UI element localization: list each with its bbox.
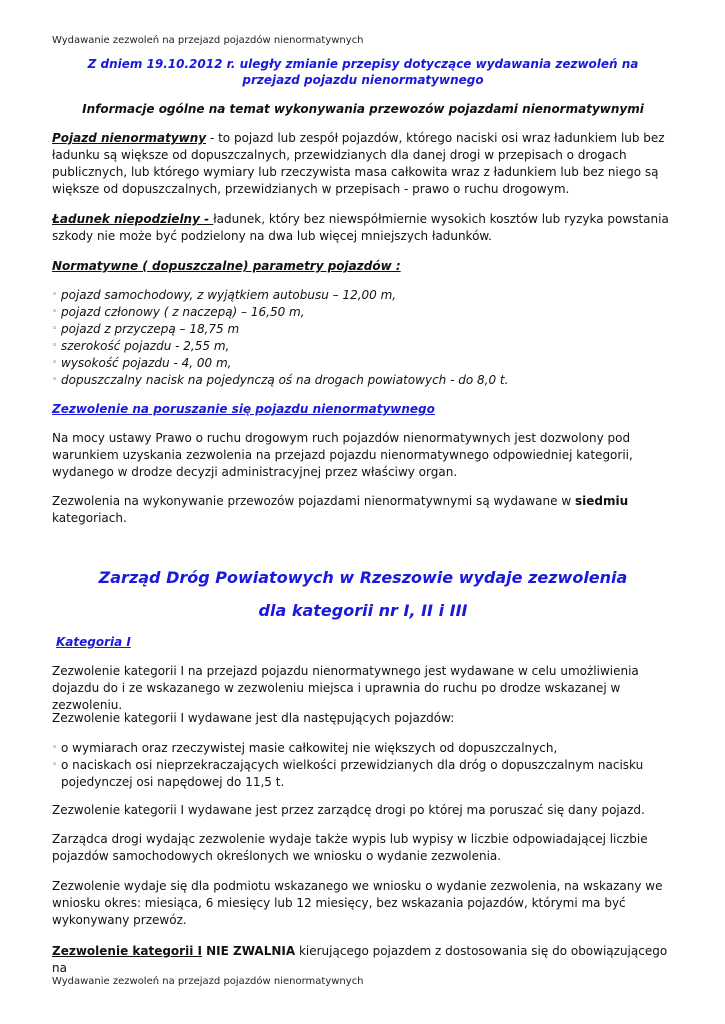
- page-header: Wydawanie zezwoleń na przejazd pojazdów nienormatywnych: [52, 35, 364, 46]
- params-list: [52, 287, 674, 389]
- seven-emphasis: siedmiu: [574, 494, 629, 508]
- list-item: ◦ szerokość pojazdu - 2,55 m,: [52, 339, 230, 353]
- list-item: ◦ wysokość pojazdu - 4, 00 m,: [52, 356, 232, 370]
- definition-load: [52, 211, 674, 245]
- bullet-icon: ◦: [52, 307, 58, 317]
- definition-load-text: ładunek, który bez niewspółmiernie wysokich kosztów lub ryzyka powstania szkody nie może być podzielony na dwa lub więcej mniejszych ładunków.: [52, 212, 669, 243]
- notice-heading: [52, 56, 674, 88]
- category-1-emphasis: Zezwolenie kategorii I: [52, 944, 202, 958]
- bullet-icon: ◦: [52, 743, 58, 753]
- category-1-paragraph-1: Zezwolenie kategorii I na przejazd pojazdu nienormatywnego jest wydawane w celu umożliwienia dojazdu do i ze wskazanego w zezwoleniu miejsca i uprawnia do ruchu po drodze wskazanej w zezwoleniu.: [52, 664, 639, 712]
- permit-paragraph-2: Zezwolenia na wykonywanie przewozów pojazdami nienormatywnymi są wydawane w siedmiu kategoriach.: [52, 494, 629, 525]
- general-info-heading: Informacje ogólne na temat wykonywania przewozów pojazdami nienormatywnymi: [82, 102, 644, 116]
- bullet-icon: ◦: [52, 358, 58, 368]
- bullet-icon: ◦: [52, 341, 58, 351]
- list-item: ◦ o naciskach osi nieprzekraczających wielkości przewidzianych dla dróg o dopuszczalnym nacisku pojedynczej osi napędowej do 11,5 t.: [52, 758, 644, 789]
- list-item: ◦ o wymiarach oraz rzeczywistej masie całkowitej nie większych od dopuszczalnych,: [52, 741, 558, 755]
- category-1-paragraph-6: Zezwolenie kategorii I NIE ZWALNIA kierującego pojazdem z dostosowania się do obowiązującego na: [52, 944, 668, 975]
- permit-paragraph-1: Na mocy ustawy Prawo o ruchu drogowym ruch pojazdów nienormatywnych jest dozwolony pod warunkiem uzyskania zezwolenia na przejazd pojazdu nienormatywnego odpowiedniej kategorii, wydanego w drodze decyzji administracyjnej przez właściwy organ.: [52, 431, 633, 479]
- list-item: ◦ pojazd z przyczepą – 18,75 m: [52, 322, 240, 336]
- zdp-heading-line-2: dla kategorii nr I, II i III: [258, 601, 468, 620]
- notice-line-2: przejazd pojazdu nienormatywnego: [242, 73, 484, 87]
- page-footer: Wydawanie zezwoleń na przejazd pojazdów nienormatywnych: [52, 976, 364, 987]
- category-1-paragraph-2: Zezwolenie kategorii I wydawane jest dla następujących pojazdów:: [52, 711, 455, 725]
- bullet-icon: ◦: [52, 375, 58, 385]
- definition-vehicle: [52, 130, 674, 198]
- category-1-paragraph-5: Zezwolenie wydaje się dla podmiotu wskazanego we wniosku o wydanie zezwolenia, na wskazany we wniosku okres: miesiąca, 6 miesięcy lub 12 miesięcy, bez wskazania pojazdów, którymi ma być wykonywany przewóz.: [52, 879, 663, 927]
- notice-line-1: Z dniem 19.10.2012 r. uległy zmianie przepisy dotyczące wydawania zezwoleń na: [87, 57, 639, 71]
- category-1-paragraph-3: Zezwolenie kategorii I wydawane jest przez zarządcę drogi po której ma poruszać się dany pojazd.: [52, 803, 645, 817]
- definition-vehicle-term: Pojazd nienormatywny: [52, 131, 207, 145]
- zdp-heading-line-1: Zarząd Dróg Powiatowych w Rzeszowie wydaje zezwolenia: [98, 568, 628, 587]
- bullet-icon: ◦: [52, 324, 58, 334]
- category-1-vehicle-list: [52, 740, 674, 791]
- permit-link[interactable]: Zezwolenie na poruszanie się pojazdu nienormatywnego: [52, 402, 435, 416]
- definition-load-term: Ładunek niepodzielny -: [52, 212, 214, 226]
- not-exempt-emphasis: NIE ZWALNIA: [201, 944, 296, 958]
- params-heading: Normatywne ( dopuszczalne) parametry pojazdów :: [52, 259, 401, 273]
- list-item: ◦ pojazd członowy ( z naczepą) – 16,50 m,: [52, 305, 305, 319]
- category-1-link[interactable]: Kategoria I: [56, 635, 131, 649]
- definition-vehicle-text: - to pojazd lub zespół pojazdów, którego naciski osi wraz ładunkiem lub bez ładunku są większe od dopuszczalnych, przewidzianych dla danej drogi w przepisach o drogach publicznych, lub którego wymiary lub rzeczywista masa całkowita wraz z ładunkiem lub bez niego są większe od dopuszczalnych, przewidzianych w przepisach - prawo o ruchu drogowym.: [52, 131, 665, 196]
- bullet-icon: ◦: [52, 290, 58, 300]
- bullet-icon: ◦: [52, 760, 58, 770]
- list-item: ◦ pojazd samochodowy, z wyjątkiem autobusu – 12,00 m,: [52, 288, 397, 302]
- category-1-paragraph-4: Zarządca drogi wydając zezwolenie wydaje także wypis lub wypisy w liczbie odpowiadającej liczbie pojazdów samochodowych określonych we wniosku o wydanie zezwolenia.: [52, 832, 648, 863]
- list-item: ◦ dopuszczalny nacisk na pojedynczą oś na drogach powiatowych - do 8,0 t.: [52, 373, 509, 387]
